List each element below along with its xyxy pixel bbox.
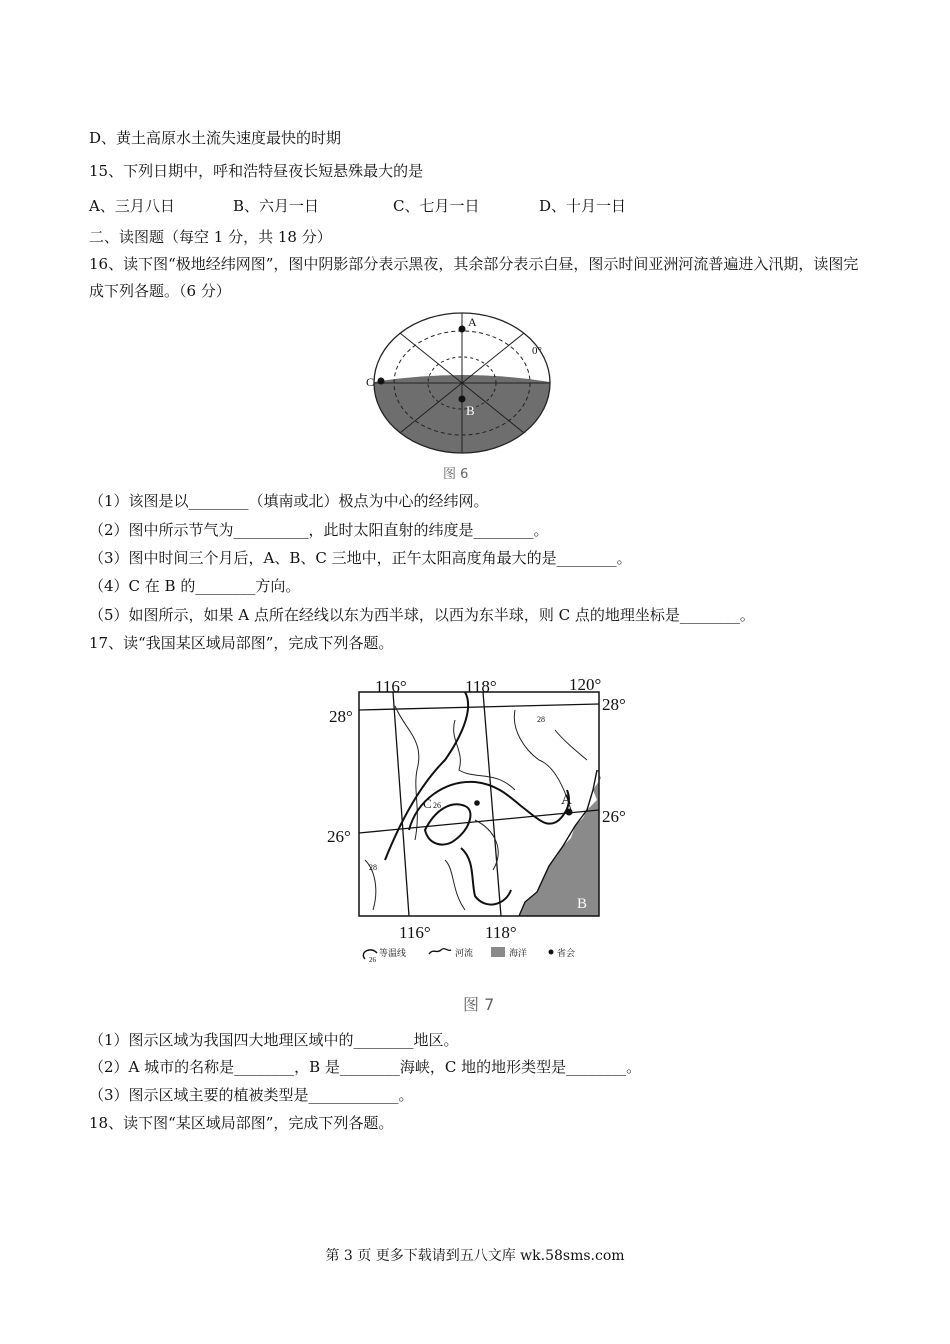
legend-isotherm-text: 等温线 [379, 948, 407, 958]
legend-river-icon [429, 949, 451, 954]
isotherm-label-26: 26 [433, 801, 441, 810]
top-label-116: 116° [375, 677, 407, 696]
label-a: A [468, 315, 477, 329]
capital-a [566, 809, 573, 816]
bottom-label-116: 116° [399, 923, 431, 942]
lat-right-28: 28° [602, 695, 626, 714]
top-label-118: 118° [465, 677, 497, 696]
polar-grid-figure [360, 310, 560, 470]
isotherm-label-28-left: 28 [369, 863, 377, 872]
point-b [459, 396, 466, 403]
q15-stem: 15、下列日期中，呼和浩特昼夜长短悬殊最大的是 [89, 162, 424, 180]
q17-item-1: （1）图示区域为我国四大地理区域中的________地区。 [89, 1031, 459, 1049]
q16-item-3: （3）图中时间三个月后，A、B、C 三地中，正午太阳高度角最大的是________。 [89, 549, 632, 567]
parallel-26 [359, 810, 599, 833]
point-a [459, 326, 466, 333]
q15-option-d: D、十月一日 [539, 197, 627, 215]
q17-stem: 17、读“我国某区域局部图”，完成下列各题。 [89, 634, 394, 652]
capital-nanchang [474, 800, 480, 806]
figure7-caption: 图 7 [463, 995, 495, 1014]
map-label-b: B [577, 896, 588, 912]
regional-map-figure [325, 670, 645, 970]
river-6 [555, 730, 587, 760]
map-label-c: C [423, 796, 432, 811]
q16-item-2: （2）图中所示节气为__________，此时太阳直射的纬度是________。 [89, 521, 549, 539]
lat-left-28: 28° [329, 707, 353, 726]
q16-item-5: （5）如图所示，如果 A 点所在经线以东为西半球，以西为东半球，则 C 点的地理坐标是________。 [89, 606, 755, 624]
label-c: C [366, 375, 375, 389]
q17-item-2: （2）A 城市的名称是________，B 是________海峡，C 地的地形类型是________。 [89, 1058, 642, 1076]
q15-option-b: B、六月一日 [233, 197, 320, 215]
legend-isotherm-sample: 26 [369, 956, 376, 964]
lat-right-26: 26° [602, 807, 626, 826]
q15-option-a: A、三月八日 [89, 197, 175, 215]
q17-item-3: （3）图示区域主要的植被类型是____________。 [89, 1086, 414, 1104]
lat-left-26: 26° [327, 827, 351, 846]
q18-stem: 18、读下图“某区域局部图”，完成下列各题。 [89, 1114, 394, 1132]
meridian-118 [483, 692, 501, 916]
q15-option-c: C、七月一日 [393, 197, 480, 215]
point-c [378, 378, 385, 385]
figure6-caption: 图 6 [443, 467, 469, 482]
section2-title: 二、读图题（每空 1 分，共 18 分） [89, 228, 332, 246]
isotherm-south [461, 848, 511, 905]
legend-capital-text: 省会 [557, 948, 576, 958]
top-label-120: 120° [569, 675, 602, 694]
label-b: B [466, 403, 475, 418]
legend-ocean-text: 海洋 [509, 948, 528, 958]
page-footer: 第 3 页 更多下载请到五八文库 wk.58sms.com [325, 1248, 625, 1264]
isotherm-label-28-top: 28 [537, 715, 545, 724]
ocean-area [519, 770, 601, 916]
legend-river-text: 河流 [455, 948, 474, 958]
q16-item-4: （4）C 在 B 的________方向。 [89, 577, 301, 595]
bottom-label-118: 118° [485, 923, 517, 942]
q16-item-1: （1）该图是以________（填南或北）极点为中心的经纬网。 [89, 492, 489, 510]
legend-capital-icon [549, 950, 554, 955]
map-label-a: A [561, 792, 572, 808]
q14-option-d: D、黄土高原水土流失速度最快的时期 [89, 129, 342, 147]
q16-stem: 16、读下图“极地经纬网图”，图中阴影部分表示黑夜，其余部分表示白昼，图示时间亚洲河流普遍进入汛期，读图完成下列各题。（6 分） [89, 255, 859, 300]
label-0-degree: 0° [532, 345, 542, 357]
legend-ocean-icon [491, 947, 505, 957]
map-legend [363, 947, 575, 964]
river-5 [445, 860, 465, 910]
